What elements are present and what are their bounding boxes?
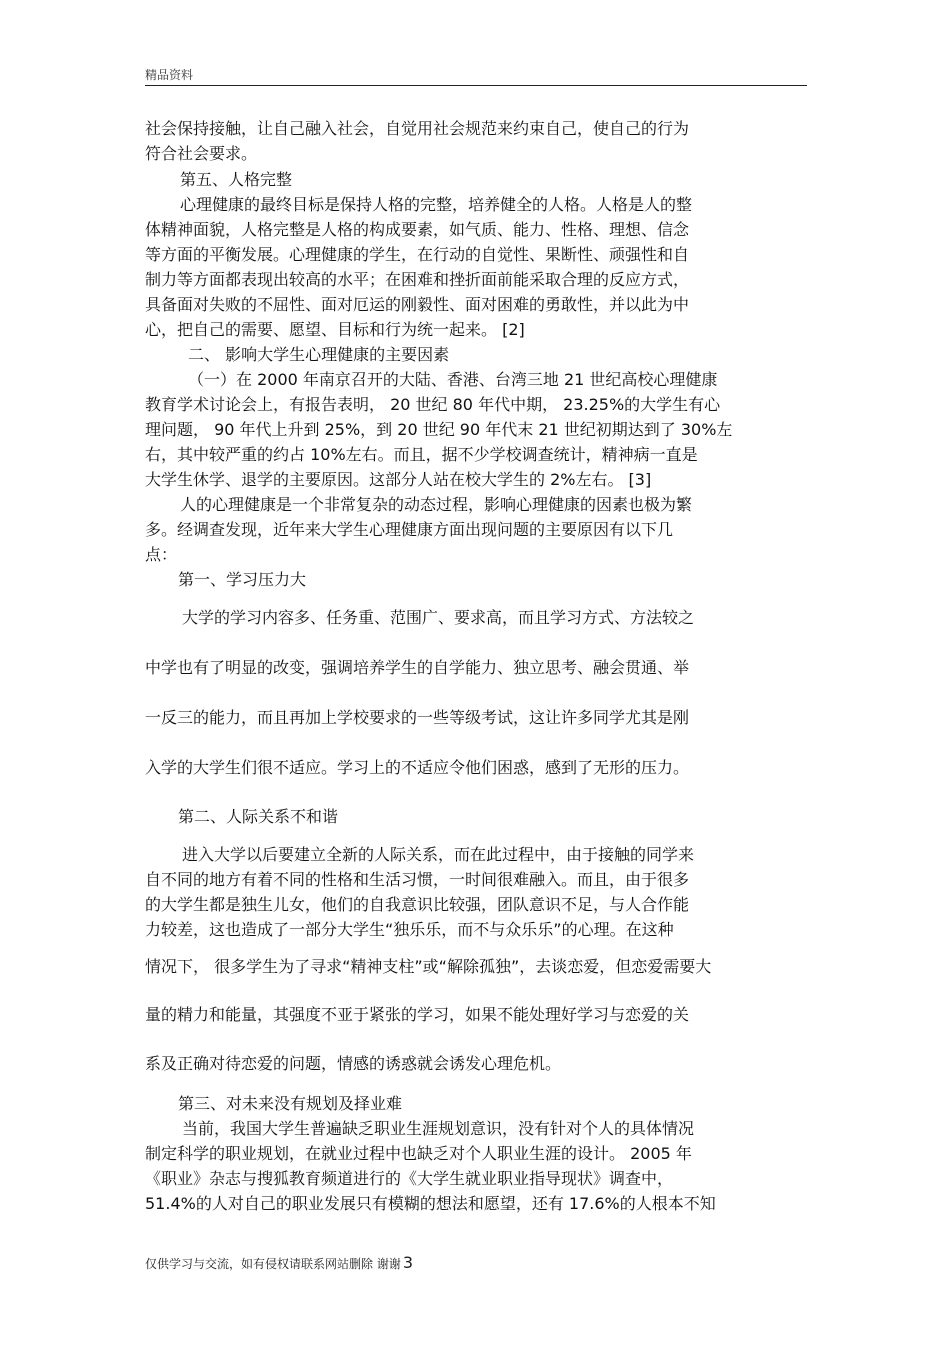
page-number: 3	[402, 1253, 414, 1272]
text-line: 大学的学习内容多、任务重、范围广、要求高，而且学习方式、方法较之	[182, 608, 695, 627]
text-line: 理问题， 90 年代上升到 25%，到 20 世纪 90 年代末 21 世纪初期达到了 30%左	[145, 420, 733, 439]
section-heading: 二、 影响大学生心理健康的主要因素	[188, 345, 450, 364]
text-line: 心，把自己的需要、愿望、目标和行为统一起来。 [2]	[145, 320, 525, 339]
section-heading: 第二、人际关系不和谐	[178, 807, 339, 826]
text-line: 右，其中较严重的约占 10%左右。而且，据不少学校调查统计，精神病一直是	[145, 445, 698, 464]
text-line: 制力等方面都表现出较高的水平；在困难和挫折面前能采取合理的反应方式，	[145, 270, 690, 289]
text-line: 中学也有了明显的改变，强调培养学生的自学能力、独立思考、融会贯通、举	[145, 658, 690, 677]
text-line: 大学生休学、退学的主要原因。这部分人站在校大学生的 2%左右。 [3]	[145, 470, 652, 489]
text-line: 符合社会要求。	[145, 144, 258, 163]
page-footer	[145, 1253, 413, 1272]
text-line: 51.4%的人对自己的职业发展只有模糊的想法和愿望，还有 17.6%的人根本不知	[145, 1194, 716, 1213]
text-line: 情况下， 很多学生为了寻求“精神支柱”或“解除孤独”，去谈恋爱，但恋爱需要大	[145, 957, 712, 976]
text-line: 人的心理健康是一个非常复杂的动态过程，影响心理健康的因素也极为繁	[180, 495, 693, 514]
text-line: 社会保持接触，让自己融入社会，自觉用社会规范来约束自己，使自己的行为	[145, 119, 690, 138]
text-line: 入学的大学生们很不适应。学习上的不适应令他们困惑，感到了无形的压力。	[145, 758, 690, 777]
text-line: 力较差，这也造成了一部分大学生“独乐乐，而不与众乐乐”的心理。在这种	[145, 920, 674, 939]
text-line: 教育学术讨论会上，有报告表明， 20 世纪 80 年代中期， 23.25%的大学生有心	[145, 395, 721, 414]
section-heading: 第三、对未来没有规划及择业难	[178, 1094, 403, 1113]
text-line: 一反三的能力，而且再加上学校要求的一些等级考试，这让许多同学尤其是刚	[145, 708, 690, 727]
text-line: 《职业》杂志与搜狐教育频道进行的《大学生就业职业指导现状》调查中，	[145, 1169, 674, 1188]
text-line: 自不同的地方有着不同的性格和生活习惯，一时间很难融入。而且，由于很多	[145, 870, 690, 889]
text-line: 制定科学的职业规划，在就业过程中也缺乏对个人职业生涯的设计。 2005 年	[145, 1144, 692, 1163]
section-heading: 第一、学习压力大	[178, 570, 307, 589]
page-header: 精品资料	[145, 68, 194, 82]
header-divider	[145, 85, 807, 86]
text-line: 当前，我国大学生普遍缺乏职业生涯规划意识，没有针对个人的具体情况	[182, 1119, 695, 1138]
section-heading: 第五、人格完整	[180, 170, 293, 189]
footer-disclaimer: 仅供学习与交流，如有侵权请联系网站删除 谢谢	[145, 1257, 401, 1271]
text-line: 体精神面貌，人格完整是人格的构成要素，如气质、能力、性格、理想、信念	[145, 220, 690, 239]
text-line: 具备面对失败的不屈性、面对厄运的刚毅性、面对困难的勇敢性，并以此为中	[145, 295, 690, 314]
text-line: 等方面的平衡发展。心理健康的学生，在行动的自觉性、果断性、顽强性和自	[145, 245, 690, 264]
text-line: 进入大学以后要建立全新的人际关系，而在此过程中，由于接触的同学来	[182, 845, 695, 864]
text-line: 心理健康的最终目标是保持人格的完整，培养健全的人格。人格是人的整	[180, 195, 693, 214]
text-line: 的大学生都是独生儿女，他们的自我意识比较强，团队意识不足，与人合作能	[145, 895, 690, 914]
text-line: （一）在 2000 年南京召开的大陆、香港、台湾三地 21 世纪高校心理健康	[188, 370, 718, 389]
text-line: 量的精力和能量，其强度不亚于紧张的学习，如果不能处理好学习与恋爱的关	[145, 1005, 690, 1024]
text-line: 多。经调查发现，近年来大学生心理健康方面出现问题的主要原因有以下几	[145, 520, 674, 539]
text-line: 系及正确对待恋爱的问题，情感的诱惑就会诱发心理危机。	[145, 1054, 562, 1073]
text-line: 点：	[145, 545, 178, 564]
